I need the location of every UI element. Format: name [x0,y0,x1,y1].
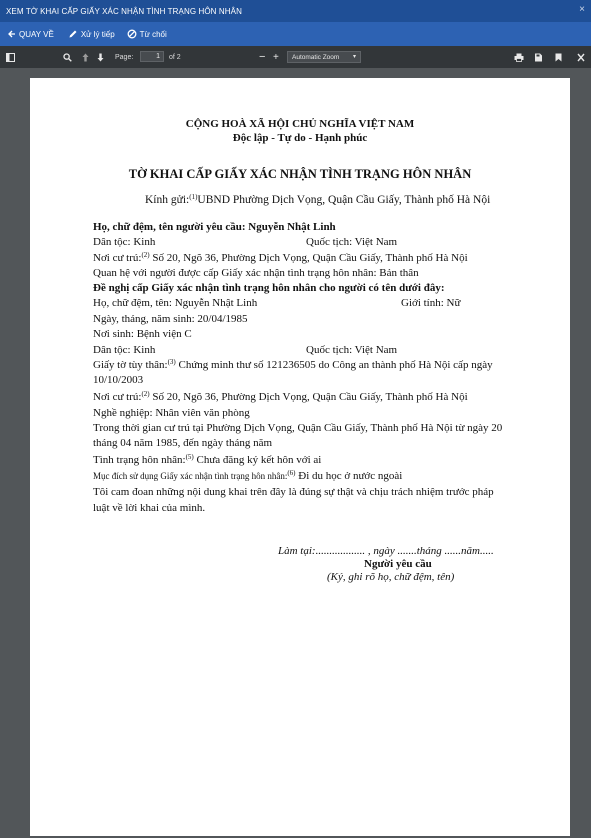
requester-residence [93,252,468,265]
close-icon[interactable]: × [579,4,585,15]
footnote-marker: (5) [185,453,194,461]
recipient-line [145,194,490,207]
marital-status-line [93,454,321,467]
id-label: Giấy tờ tùy thân: [93,359,168,371]
subject-dob: Ngày, tháng, năm sinh: 20/04/1985 [93,313,248,325]
back-arrow-icon [8,30,16,38]
residence-label: Nơi cư trú: [93,391,142,403]
purpose-line [93,470,402,483]
pdf-toolbar [0,46,591,68]
previous-page-icon[interactable] [82,46,89,68]
bookmark-icon[interactable] [555,46,562,68]
page-total: of 2 [169,53,181,61]
page-number-input[interactable]: 1 [140,51,164,62]
document-page [30,78,570,836]
continue-button-label: Xử lý tiếp [80,29,115,39]
subject-nationality: Quốc tịch: Việt Nam [306,344,398,356]
footnote-marker: (2) [141,390,150,398]
purpose-label: Mục đích sử dụng Giấy xác nhận tình trạng hôn nhân: [93,471,288,481]
marital-value: Chưa đăng ký kết hôn với ai [193,454,322,466]
pencil-icon [68,29,78,39]
subject-birthplace: Nơi sinh: Bệnh viện C [93,328,192,340]
window-title-bar [0,0,591,22]
pdf-viewer[interactable] [0,68,591,838]
period-line-1: Trong thời gian cư trú tại Phường Dịch Vọng, Quận Cầu Giấy, Thành phố Hà Nội từ ngày 20 [93,422,503,434]
recipient-value: UBND Phường Dịch Vọng, Quận Cầu Giấy, Thành phố Hà Nội [197,194,491,206]
purpose-value: Đi du học ở nước ngoài [295,470,403,482]
requester-nationality: Quốc tịch: Việt Nam [306,236,398,248]
signer-note: (Ký, ghi rõ họ, chữ đệm, tên) [327,571,455,583]
relationship-line: Quan hệ với người được cấp Giấy xác nhận tình trạng hôn nhân: Bản thân [93,267,419,279]
reject-button-label: Từ chối [139,29,167,39]
next-page-icon[interactable] [97,46,104,68]
tools-icon[interactable] [577,46,585,68]
page-label: Page: [115,53,134,61]
pledge-line-2: luật về lời khai của mình. [93,502,206,514]
continue-button[interactable] [68,29,115,39]
zoom-out-button[interactable]: − [259,51,266,63]
signer-title: Người yêu cầu [364,558,432,570]
id-document-line [93,359,493,372]
subject-ethnicity: Dân tộc: Kinh [93,344,156,356]
residence-value: Số 20, Ngõ 36, Phường Dịch Vọng, Quận Cầu Giấy, Thành phố Hà Nội [149,252,468,264]
marital-label: Tình trạng hôn nhân: [93,454,186,466]
occupation-line: Nghề nghiệp: Nhân viên văn phòng [93,407,250,419]
footnote-marker: (3) [167,358,176,366]
action-bar [0,22,591,46]
requester-line: Họ, chữ đệm, tên người yêu cầu: Nguyễn Nhật Linh [93,221,336,233]
subject-name: Họ, chữ đệm, tên: Nguyễn Nhật Linh [93,297,258,309]
search-icon[interactable] [63,46,72,68]
subject-residence [93,391,468,404]
requester-ethnicity: Dân tộc: Kinh [93,236,156,248]
ban-icon [127,29,137,39]
reject-button[interactable] [127,29,167,39]
residence-label: Nơi cư trú: [93,252,142,264]
recipient-label: Kính gửi: [145,194,190,206]
proposal-line: Đề nghị cấp Giấy xác nhận tình trạng hôn nhân cho người có tên dưới đây: [93,282,445,294]
nation-header: CỘNG HOÀ XÃ HỘI CHỦ NGHĨA VIỆT NAM [185,118,415,130]
place-date-line: Làm tại:.................. , ngày .......tháng ......năm..... [278,545,494,557]
zoom-select-value: Automatic Zoom [292,53,340,61]
footnote-marker: (6) [287,469,296,477]
period-line-2: tháng 04 năm 1985, đến ngày tháng năm [93,437,273,449]
motto: Độc lập - Tự do - Hạnh phúc [232,132,368,144]
footnote-marker: (1) [189,193,198,201]
back-button-label: QUAY VỀ [19,29,54,39]
zoom-in-button[interactable]: + [273,51,279,63]
chevron-down-icon: ▾ [352,54,356,60]
subject-gender: Giới tính: Nữ [401,297,461,309]
id-value: Chứng minh thư số 121236505 do Công an thành phố Hà Nội cấp ngày [175,359,493,371]
id-issue-date: 10/10/2003 [93,374,144,386]
form-heading: TỜ KHAI CẤP GIẤY XÁC NHẬN TÌNH TRẠNG HÔN NHÂN [128,167,472,181]
footnote-marker: (2) [141,251,150,259]
print-icon[interactable] [514,46,524,68]
residence-value: Số 20, Ngõ 36, Phường Dịch Vọng, Quận Cầu Giấy, Thành phố Hà Nội [149,391,468,403]
download-icon[interactable] [534,46,543,68]
pledge-line-1: Tôi cam đoan những nội dung khai trên đây là đúng sự thật và chịu trách nhiệm trước pháp [93,486,494,498]
back-button[interactable] [8,30,54,39]
sidebar-toggle-icon[interactable] [6,46,15,68]
window-title: XEM TỜ KHAI CẤP GIẤY XÁC NHẬN TÌNH TRẠNG HÔN NHÂN [6,6,242,16]
zoom-select[interactable] [287,51,361,63]
